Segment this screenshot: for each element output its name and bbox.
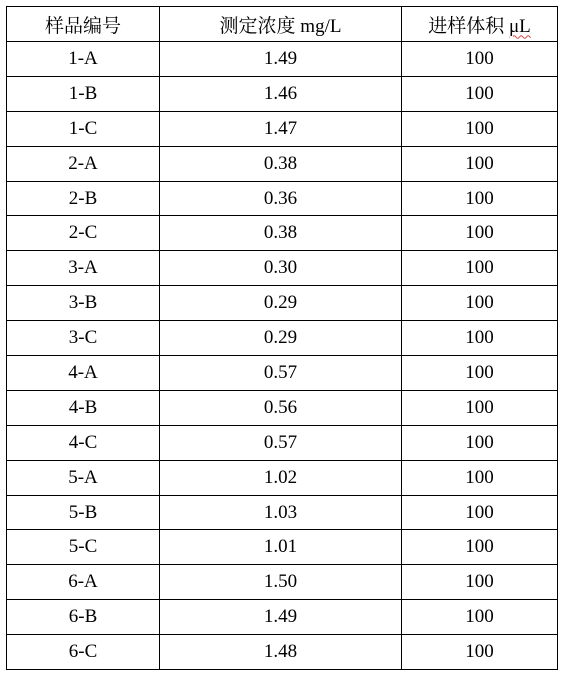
data-table-container bbox=[6, 6, 558, 670]
cell-volume: 100 bbox=[402, 600, 558, 635]
cell-volume: 100 bbox=[402, 635, 558, 670]
cell-volume: 100 bbox=[402, 425, 558, 460]
cell-concentration: 1.50 bbox=[160, 565, 402, 600]
table-row bbox=[7, 390, 558, 425]
header-concentration-unit: mg/L bbox=[300, 15, 342, 37]
cell-concentration: 1.03 bbox=[160, 495, 402, 530]
cell-volume: 100 bbox=[402, 76, 558, 111]
cell-volume: 100 bbox=[402, 146, 558, 181]
cell-sample-id: 2-B bbox=[7, 181, 160, 216]
cell-sample-id: 1-A bbox=[7, 42, 160, 77]
cell-concentration: 1.47 bbox=[160, 111, 402, 146]
table-row bbox=[7, 42, 558, 77]
table-row bbox=[7, 530, 558, 565]
cell-sample-id: 6-A bbox=[7, 565, 160, 600]
cell-concentration: 0.56 bbox=[160, 390, 402, 425]
cell-sample-id: 3-A bbox=[7, 251, 160, 286]
cell-sample-id: 4-A bbox=[7, 356, 160, 391]
header-concentration-label: 测定浓度 bbox=[219, 15, 301, 37]
table-row bbox=[7, 460, 558, 495]
header-row bbox=[7, 7, 558, 42]
header-concentration bbox=[160, 7, 402, 42]
cell-sample-id: 4-B bbox=[7, 390, 160, 425]
cell-volume: 100 bbox=[402, 251, 558, 286]
cell-concentration: 0.36 bbox=[160, 181, 402, 216]
cell-sample-id: 4-C bbox=[7, 425, 160, 460]
cell-concentration: 1.49 bbox=[160, 600, 402, 635]
header-volume bbox=[402, 7, 558, 42]
cell-concentration: 0.38 bbox=[160, 216, 402, 251]
header-volume-unit: μL bbox=[508, 15, 531, 37]
cell-sample-id: 1-C bbox=[7, 111, 160, 146]
table-row bbox=[7, 181, 558, 216]
header-sample-id: 样品编号 bbox=[7, 7, 160, 42]
cell-concentration: 1.01 bbox=[160, 530, 402, 565]
cell-sample-id: 6-B bbox=[7, 600, 160, 635]
cell-volume: 100 bbox=[402, 495, 558, 530]
cell-concentration: 0.38 bbox=[160, 146, 402, 181]
table-body bbox=[7, 42, 558, 670]
cell-volume: 100 bbox=[402, 390, 558, 425]
cell-concentration: 0.29 bbox=[160, 286, 402, 321]
cell-volume: 100 bbox=[402, 460, 558, 495]
cell-sample-id: 2-A bbox=[7, 146, 160, 181]
table-row bbox=[7, 286, 558, 321]
table-row bbox=[7, 216, 558, 251]
table-row bbox=[7, 146, 558, 181]
table-row bbox=[7, 425, 558, 460]
cell-concentration: 0.57 bbox=[160, 356, 402, 391]
cell-concentration: 0.57 bbox=[160, 425, 402, 460]
table-row bbox=[7, 600, 558, 635]
table-row bbox=[7, 356, 558, 391]
cell-volume: 100 bbox=[402, 181, 558, 216]
cell-sample-id: 3-C bbox=[7, 321, 160, 356]
table-row bbox=[7, 495, 558, 530]
cell-sample-id: 5-A bbox=[7, 460, 160, 495]
cell-sample-id: 3-B bbox=[7, 286, 160, 321]
table-row bbox=[7, 251, 558, 286]
cell-volume: 100 bbox=[402, 321, 558, 356]
cell-sample-id: 6-C bbox=[7, 635, 160, 670]
cell-concentration: 1.46 bbox=[160, 76, 402, 111]
header-volume-label: 进样体积 bbox=[428, 15, 509, 37]
cell-volume: 100 bbox=[402, 530, 558, 565]
table-row bbox=[7, 635, 558, 670]
cell-volume: 100 bbox=[402, 286, 558, 321]
cell-volume: 100 bbox=[402, 111, 558, 146]
cell-concentration: 0.29 bbox=[160, 321, 402, 356]
cell-volume: 100 bbox=[402, 356, 558, 391]
sample-data-table bbox=[6, 6, 558, 670]
cell-sample-id: 2-C bbox=[7, 216, 160, 251]
cell-sample-id: 1-B bbox=[7, 76, 160, 111]
cell-concentration: 1.48 bbox=[160, 635, 402, 670]
cell-volume: 100 bbox=[402, 42, 558, 77]
cell-concentration: 1.02 bbox=[160, 460, 402, 495]
table-row bbox=[7, 565, 558, 600]
table-row bbox=[7, 321, 558, 356]
table-row bbox=[7, 111, 558, 146]
table-row bbox=[7, 76, 558, 111]
cell-sample-id: 5-C bbox=[7, 530, 160, 565]
cell-sample-id: 5-B bbox=[7, 495, 160, 530]
cell-volume: 100 bbox=[402, 565, 558, 600]
table-header bbox=[7, 7, 558, 42]
cell-concentration: 0.30 bbox=[160, 251, 402, 286]
cell-concentration: 1.49 bbox=[160, 42, 402, 77]
cell-volume: 100 bbox=[402, 216, 558, 251]
